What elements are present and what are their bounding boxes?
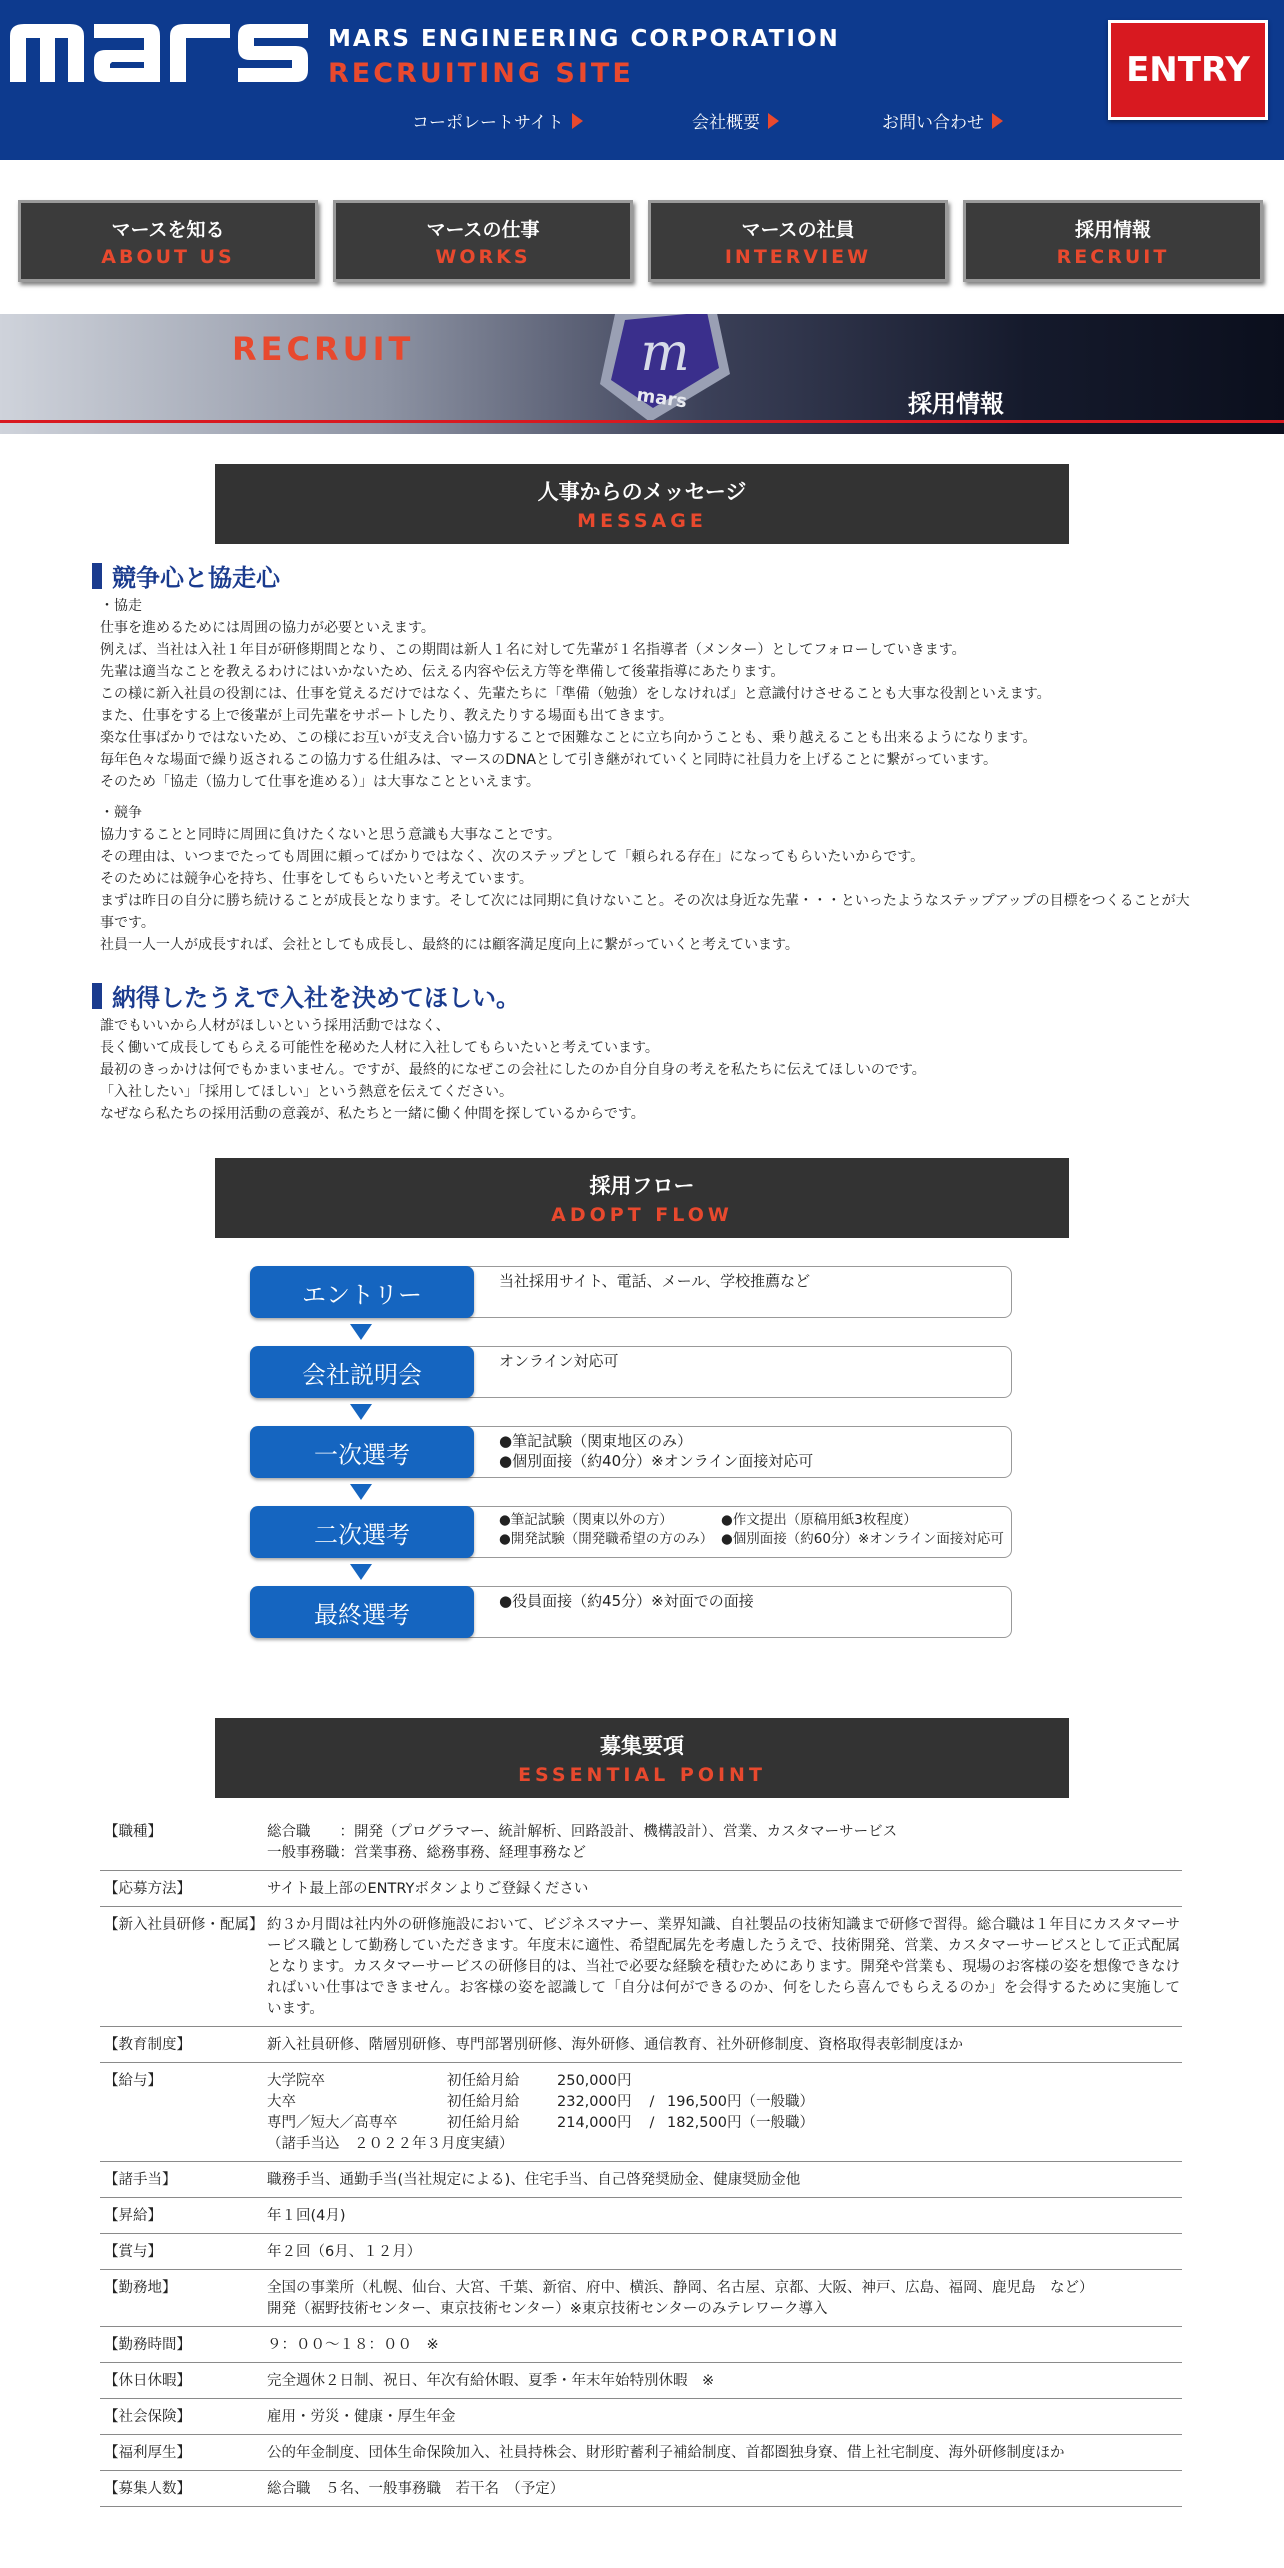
flow-step-label: 二次選考: [250, 1506, 474, 1558]
row-value: [263, 2234, 1182, 2270]
table-row: [100, 2234, 1182, 2270]
section-title-jp: 採用フロー: [589, 1174, 695, 1198]
table-row: [100, 2435, 1182, 2471]
nav-works[interactable]: [333, 200, 633, 282]
nav-label-en: WORKS: [435, 245, 531, 268]
row-key: 【応募方法】: [100, 1871, 263, 1907]
hero-divider: [0, 420, 1284, 423]
flow-step-column: [721, 1511, 1004, 1549]
table-row: [100, 2198, 1182, 2234]
table-row: [100, 2162, 1182, 2198]
row-text: 開発（裾野技術センター、東京技術センター）※東京技術センターのみテレワーク導入: [267, 2301, 828, 2317]
flow-step-entry: [250, 1266, 1012, 1318]
flow-step-detail: [450, 1266, 1012, 1318]
entry-button[interactable]: ENTRY: [1108, 20, 1268, 120]
flow-step-text: 当社採用サイト、電話、メール、学校推薦など: [499, 1272, 811, 1290]
flow-step-text: オンライン対応可: [499, 1352, 619, 1370]
flow-step-detail: [450, 1586, 1012, 1638]
text-line: 長く働いて成長してもらえる可能性を秘めた人材に入社してもらいたいと考えています。: [100, 1040, 659, 1056]
text-line: 協力することと同時に周囲に負けたくないと思う意識も大事なことです。: [100, 827, 561, 843]
nav-interview[interactable]: [648, 200, 948, 282]
nav-label-jp: 採用情報: [1074, 218, 1151, 241]
nav-label-en: ABOUT US: [101, 245, 235, 268]
row-value: [263, 2027, 1182, 2063]
row-key: 【賞与】: [100, 2234, 263, 2270]
row-key: 【諸手当】: [100, 2162, 263, 2198]
row-key: 【給与】: [100, 2063, 263, 2162]
row-text: 公的年金制度、団体生命保険加入、社員持株会、財形貯蓄利子補給制度、首都圏独身寮、借上社宅制度、海外研修制度ほか: [267, 2445, 1065, 2461]
arrow-right-icon: [768, 113, 779, 129]
text-line: 「入社したい」「採用してほしい」という熱意を伝えてください。: [100, 1084, 513, 1100]
row-value: [263, 1871, 1182, 1907]
message-paragraph-cooperation: [100, 595, 1190, 793]
nav-label-en: INTERVIEW: [724, 245, 872, 268]
row-key: 【勤務時間】: [100, 2327, 263, 2363]
row-key: 【福利厚生】: [100, 2435, 263, 2471]
row-key: 【新入社員研修・配属】: [100, 1907, 263, 2027]
flow-step-text: ●作文提出（原稿用紙3枚程度）: [721, 1512, 917, 1528]
nav-label-jp: マースの社員: [741, 218, 855, 241]
text-line: 最初のきっかけは何でもかまいません。ですが、最終的になぜこの会社にしたのか自分自身の考えを私たちに伝えてほしいのです。: [100, 1062, 926, 1078]
flow-step-final-screening: [250, 1586, 1012, 1638]
svg-text:m: m: [640, 323, 690, 383]
arrow-down-icon: [350, 1404, 372, 1420]
table-row: [100, 1907, 1182, 2027]
flow-step-label: 一次選考: [250, 1426, 474, 1478]
salary-amount: 232,000円: [557, 2094, 632, 2110]
text-line: 例えば、当社は入社１年目が研修期間となり、この期間は新人１名に対して先輩が１名指導者（メンター）としてフォローしていきます。: [100, 642, 966, 658]
row-text: ９：００～１８：００ ※: [267, 2337, 439, 2353]
requirements-heading: [215, 1718, 1069, 1798]
section-title-jp: 人事からのメッセージ: [537, 480, 747, 504]
table-row: [100, 1814, 1182, 1871]
nav-label-jp: マースを知る: [111, 218, 225, 241]
corporation-name: MARS ENGINEERING CORPORATION: [328, 26, 840, 52]
text-line: なぜなら私たちの採用活動の意義が、私たちと一緒に働く仲間を探しているからです。: [100, 1106, 645, 1122]
row-value: [263, 2471, 1182, 2507]
mars-emblem-icon: [595, 314, 735, 424]
flow-step-text: ●筆記試験（関東地区のみ）: [499, 1432, 693, 1450]
text-line: ・競争: [100, 805, 142, 821]
flow-step-text: ●個別面接（約60分）※オンライン面接対応可: [721, 1531, 1004, 1547]
text-line: そのためには競争心を持ち、仕事をしてもらいたいと考えています。: [100, 871, 533, 887]
salary-education: 大卒: [267, 2094, 296, 2110]
row-text: 総合職 ５名、一般事務職 若干名 （予定）: [267, 2481, 565, 2497]
salary-education: 大学院卒: [267, 2073, 325, 2089]
hero-title-jp: 採用情報: [908, 390, 1004, 418]
flow-step-detail: [450, 1426, 1012, 1478]
row-value: [263, 1907, 1182, 2027]
nav-label-jp: マースの仕事: [426, 218, 540, 241]
text-line: ・協走: [100, 598, 142, 614]
corporate-site-label: コーポレートサイト: [412, 113, 564, 133]
corporate-site-link[interactable]: [412, 108, 583, 133]
row-text: 年１回(4月): [267, 2208, 346, 2224]
text-line: その理由は、いつまでたっても周囲に頼ってばかりではなく、次のステップとして「頼られる存在」になってもらいたいからです。: [100, 849, 925, 865]
text-line: そのため「協走（協力して仕事を進める）」は大事なことといえます。: [100, 774, 540, 790]
row-key: 【休日休暇】: [100, 2363, 263, 2399]
text-line: 毎年色々な場面で繰り返されるこの協力する仕組みは、マースのDNAとして引き継がれていくと同時に社員力を上げることに繋がっています。: [100, 752, 998, 768]
subheading-competition: [92, 558, 280, 593]
message-heading: [215, 464, 1069, 544]
text-line: 誰でもいいから人材がほしいという採用活動ではなく、: [100, 1018, 450, 1034]
row-value: [263, 2198, 1182, 2234]
row-key: 【募集人数】: [100, 2471, 263, 2507]
row-text: 全国の事業所（札幌、仙台、大宮、千葉、新宿、府中、横浜、静岡、名古屋、京都、大阪、神戸、広島、福岡、鹿児島 など）: [267, 2280, 1094, 2296]
row-key: 【職種】: [100, 1814, 263, 1871]
row-text: 約３か月間は社内外の研修施設において、ビジネスマナー、業界知識、自社製品の技術知識まで研修で習得。総合職は１年目にカスタマーサービス職として勤務していただきます。年度末に適性、希望配属先を考慮したうえで、技術開発、営業、カスタマーサービスとして正式配属となります。カスタマーサービスの研修目的は、当社で必要な経験を積むためにあります。開発や営業も、現場のお客様の姿を想像できなければいい仕事はできません。お客様の姿を認識して「自分は何ができるのか、何をしたら喜んでもらえるのか」を会得するために実施しています。: [267, 1917, 1180, 2017]
table-row: [100, 2063, 1182, 2162]
section-title-en: ADOPT FLOW: [551, 1204, 733, 1226]
svg-text:mars: mars: [635, 384, 689, 413]
flow-step-second-screening: [250, 1506, 1012, 1558]
text-line: 先輩は適当なことを教えるわけにはいかないため、伝える内容や伝え方等を準備して後輩指導にあたります。: [100, 664, 785, 680]
row-text: 雇用・労災・健康・厚生年金: [267, 2409, 456, 2425]
company-overview-link[interactable]: [692, 108, 779, 133]
row-value: [263, 2162, 1182, 2198]
heading-bar: [92, 563, 102, 589]
row-value: [263, 1814, 1182, 1871]
requirements-table: [100, 1814, 1182, 2507]
hero-banner: [0, 314, 1284, 434]
salary-line: [267, 2092, 1180, 2113]
text-line: 仕事を進めるためには周囲の協力が必要といえます。: [100, 620, 435, 636]
contact-link[interactable]: [882, 108, 1003, 133]
salary-line: [267, 2113, 1180, 2134]
company-overview-label: 会社概要: [692, 113, 760, 133]
flow-step-detail: [450, 1506, 1012, 1558]
salary-amount: 214,000円: [557, 2115, 632, 2131]
row-key: 【社会保険】: [100, 2399, 263, 2435]
nav-about-us[interactable]: [18, 200, 318, 282]
row-text: 総合職 ：開発（プログラマー、統計解析、回路設計、機構設計）、営業、カスタマーサービス: [267, 1824, 898, 1840]
salary-education: 専門／短大／高専卒: [267, 2115, 398, 2131]
flow-step-detail: [450, 1346, 1012, 1398]
salary-type: 初任給月給: [447, 2094, 520, 2110]
arrow-down-icon: [350, 1324, 372, 1340]
row-key: 【勤務地】: [100, 2270, 263, 2327]
row-text: 新入社員研修、階層別研修、専門部署別研修、海外研修、通信教育、社外研修制度、資格取得表彰制度ほか: [267, 2037, 963, 2053]
contact-label: お問い合わせ: [882, 113, 984, 133]
flow-step-text: ●筆記試験（関東以外の方）: [499, 1512, 673, 1528]
row-value: [263, 2327, 1182, 2363]
salary-type: 初任給月給: [447, 2073, 520, 2089]
flow-step-label: 最終選考: [250, 1586, 474, 1638]
message-paragraph-decision: [100, 1015, 1190, 1125]
flow-step-briefing: [250, 1346, 1012, 1398]
flow-step-columns: [499, 1511, 1011, 1549]
salary-note: （諸手当込 ２０２２年３月度実績）: [267, 2136, 514, 2152]
text-line: この様に新入社員の役割には、仕事を覚えるだけではなく、先輩たちに「準備（勉強）をしなければ」と意識付けさせることも大事な役割といえます。: [100, 686, 1051, 702]
table-row: [100, 2399, 1182, 2435]
flow-step-column: [499, 1511, 721, 1549]
arrow-right-icon: [992, 113, 1003, 129]
text-line: 社員一人一人が成長すれば、会社としても成長し、最終的には顧客満足度向上に繋がっていくと考えています。: [100, 937, 799, 953]
arrow-down-icon: [350, 1484, 372, 1500]
arrow-right-icon: [572, 113, 583, 129]
section-title-jp: 募集要項: [600, 1734, 684, 1758]
salary-sep: /: [649, 2115, 655, 2131]
salary-general: 182,500円（一般職）: [667, 2115, 814, 2131]
salary-amount: 250,000円: [557, 2073, 632, 2089]
salary-general: 196,500円（一般職）: [667, 2094, 814, 2110]
table-row: [100, 2363, 1182, 2399]
hero-title-en: RECRUIT: [232, 330, 415, 368]
row-text: 年２回（6月、１２月）: [267, 2244, 422, 2260]
subheading-decision: [92, 978, 520, 1013]
table-row: [100, 2027, 1182, 2063]
mars-logo[interactable]: [10, 18, 310, 88]
row-text: 完全週休２日制、祝日、年次有給休暇、夏季・年末年始特別休暇 ※: [267, 2373, 715, 2389]
site-name: RECRUITING SITE: [328, 58, 634, 89]
main-content: [0, 310, 1284, 2568]
row-text: サイト最上部のENTRYボタンよりご登録ください: [267, 1881, 589, 1897]
text-line: 楽な仕事ばかりではないため、この様にお互いが支え合い協力することで困難なことに立ち向かうことも、乗り越えることも出来るようになります。: [100, 730, 1037, 746]
table-row: [100, 2471, 1182, 2507]
flow-step-text: ●開発試験（開発職希望の方のみ）: [499, 1531, 714, 1547]
heading-bar: [92, 983, 102, 1009]
flow-step-label: 会社説明会: [250, 1346, 474, 1398]
global-nav: [0, 160, 1284, 310]
section-title-en: ESSENTIAL POINT: [518, 1764, 766, 1786]
flow-heading: [215, 1158, 1069, 1238]
row-text: 職務手当、通勤手当(当社規定による)、住宅手当、自己啓発奨励金、健康奨励金他: [267, 2172, 801, 2188]
salary-line: [267, 2071, 1180, 2092]
section-title-en: MESSAGE: [577, 510, 707, 532]
text-line: まずは昨日の自分に勝ち続けることが成長となります。そして次には同期に負けないこと。その次は身近な先輩・・・といったようなステップアップの目標をつくることが大事です。: [100, 893, 1190, 931]
table-row: [100, 2327, 1182, 2363]
nav-recruit[interactable]: [963, 200, 1263, 282]
flow-step-label: エントリー: [250, 1266, 474, 1318]
row-value: [263, 2435, 1182, 2471]
text-line: また、仕事をする上で後輩が上司先輩をサポートしたり、教えたりする場面も出てきます。: [100, 708, 673, 724]
row-value: [263, 2363, 1182, 2399]
row-value: [263, 2270, 1182, 2327]
row-value: [263, 2063, 1182, 2162]
table-row: [100, 1871, 1182, 1907]
salary-sep: [637, 2071, 667, 2092]
flow-step-first-screening: [250, 1426, 1012, 1478]
row-text: 一般事務職：営業事務、総務事務、経理事務など: [267, 1845, 586, 1861]
salary-sep: /: [649, 2094, 655, 2110]
row-key: 【教育制度】: [100, 2027, 263, 2063]
row-value: [263, 2399, 1182, 2435]
table-row: [100, 2270, 1182, 2327]
nav-label-en: RECRUIT: [1056, 245, 1170, 268]
subheading-text: 納得したうえで入社を決めてほしい。: [112, 983, 520, 1012]
message-paragraph-competition: [100, 802, 1190, 956]
arrow-down-icon: [350, 1564, 372, 1580]
row-key: 【昇給】: [100, 2198, 263, 2234]
flow-step-text: ●役員面接（約45分）※対面での面接: [499, 1592, 754, 1610]
salary-type: 初任給月給: [447, 2115, 520, 2131]
flow-step-text: ●個別面接（約40分）※オンライン面接対応可: [499, 1452, 814, 1470]
subheading-text: 競争心と協走心: [112, 563, 280, 592]
site-header: [0, 0, 1284, 160]
